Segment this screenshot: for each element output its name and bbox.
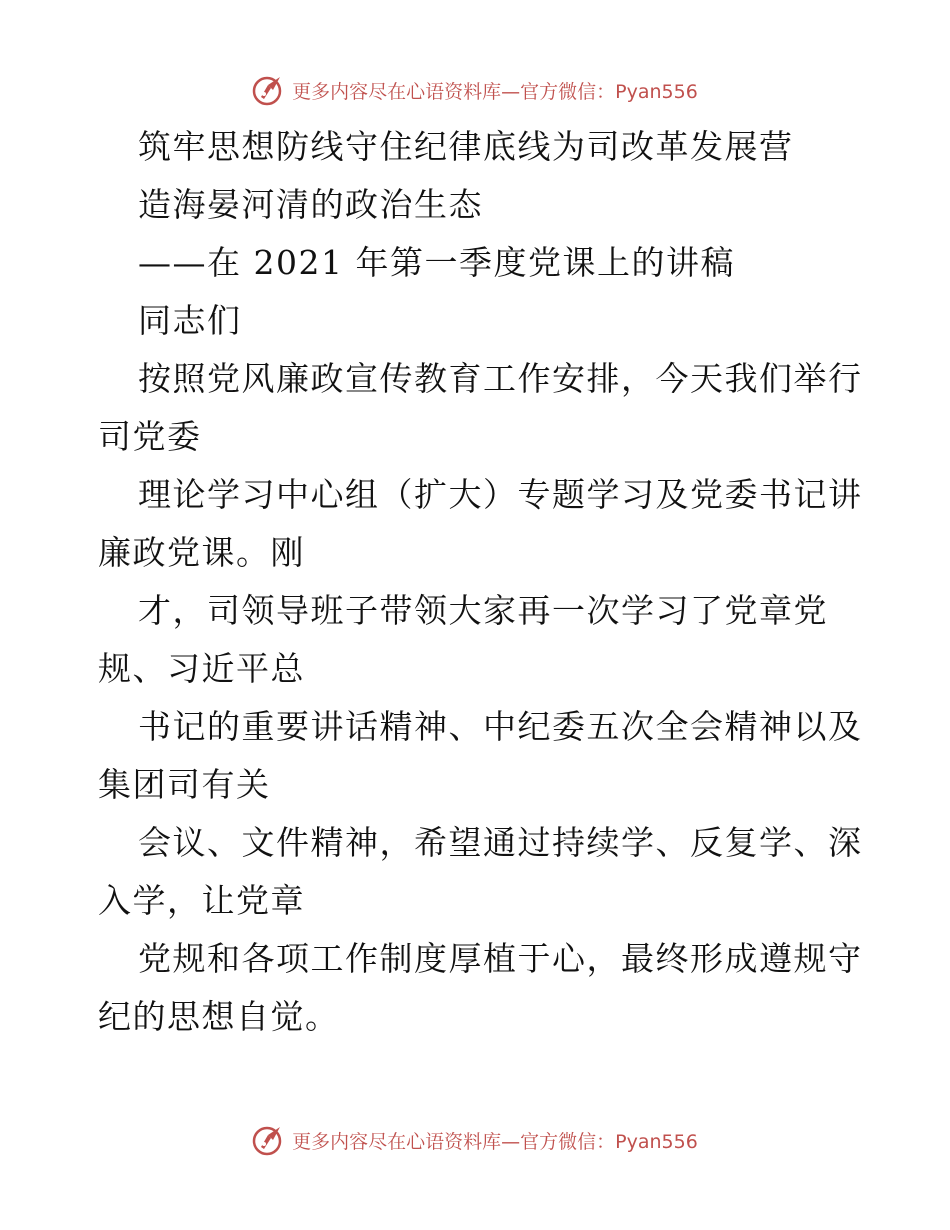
header-banner-text: 更多内容尽在心语资料库—官方微信：Pyan556	[292, 80, 698, 103]
paragraph-line: 会议、文件精神，希望通过持续学、反复学、深	[138, 823, 863, 862]
paragraph-line: 党规和各项工作制度厚植于心，最终形成遵规守	[138, 939, 863, 978]
title-line-2: 造海晏河清的政治生态	[138, 185, 483, 224]
paragraph-line: 司党委	[98, 417, 202, 456]
paragraph-line: 按照党风廉政宣传教育工作安排，今天我们举行	[138, 359, 863, 398]
salutation: 同志们	[138, 301, 242, 340]
paragraph-line: 理论学习中心组（扩大）专题学习及党委书记讲	[138, 475, 863, 514]
paragraph-line: 书记的重要讲话精神、中纪委五次全会精神以及	[138, 707, 863, 746]
paragraph-line: 集团司有关	[98, 765, 271, 804]
title-line-1: 筑牢思想防线守住纪律底线为司改革发展营	[138, 127, 794, 166]
logo-icon	[252, 1123, 286, 1157]
footer-banner	[0, 1120, 950, 1160]
header-banner	[0, 70, 950, 110]
paragraph-line: 廉政党课。刚	[98, 533, 305, 572]
footer-banner-text: 更多内容尽在心语资料库—官方微信：Pyan556	[292, 1130, 698, 1153]
paragraph-line: 规、习近平总	[98, 649, 305, 688]
document-body	[98, 118, 863, 1046]
subtitle-line: ——在 2021 年第一季度党课上的讲稿	[138, 243, 735, 282]
logo-icon	[252, 73, 286, 107]
paragraph-line: 才，司领导班子带领大家再一次学习了党章党	[138, 591, 828, 630]
paragraph-line: 入学，让党章	[98, 881, 305, 920]
paragraph-line: 纪的思想自觉。	[98, 997, 340, 1036]
